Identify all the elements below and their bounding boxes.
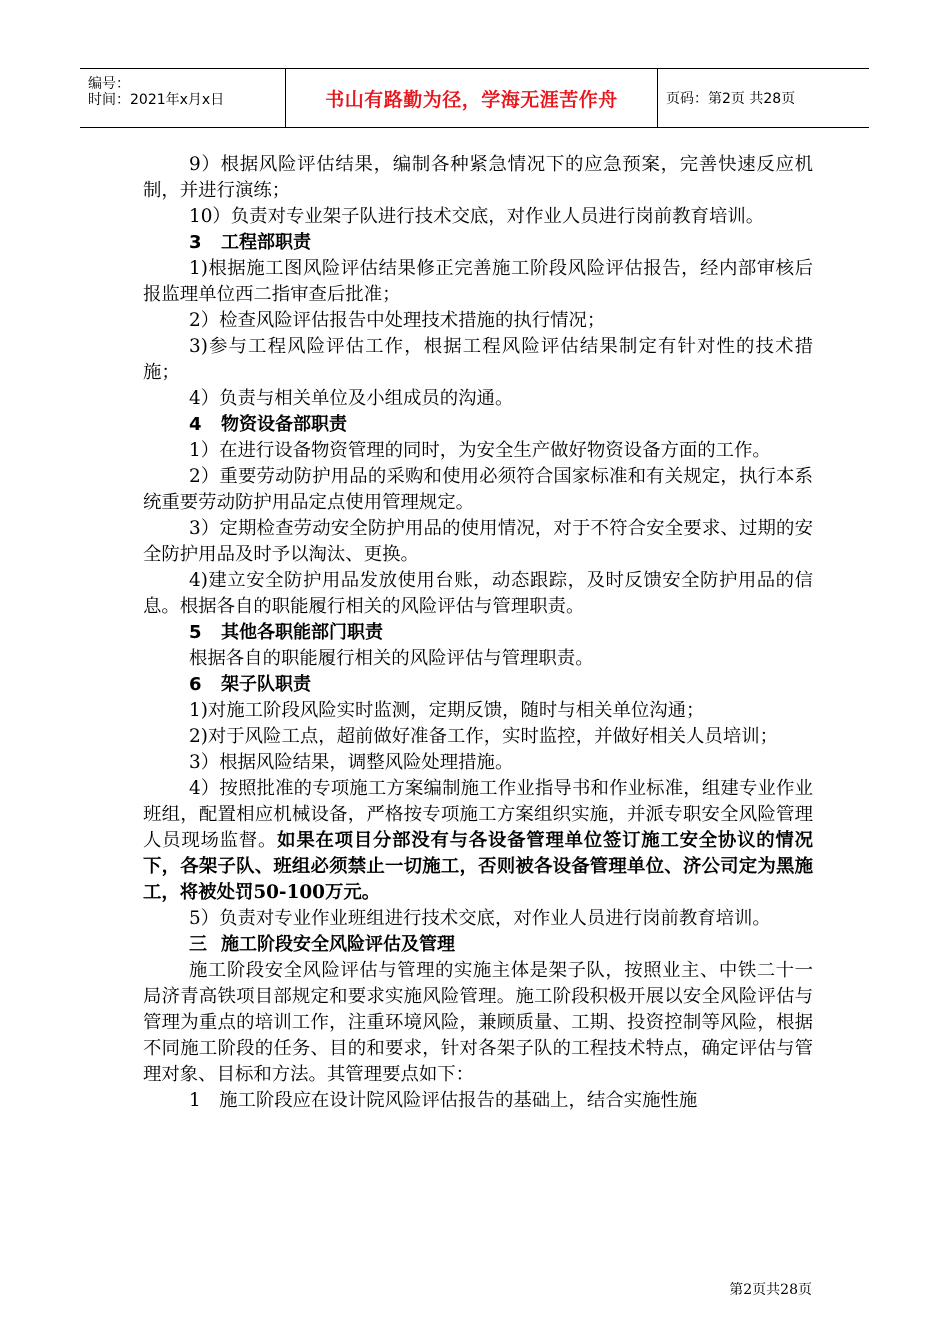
header-motto: 书山有路勤为径，学海无涯苦作舟 (325, 88, 618, 111)
paragraph: 施工阶段安全风险评估与管理的实施主体是架子队，按照业主、中铁二十一局济青高铁项目部规定和要求实施风险管理。施工阶段积极开展以安全风险评估与管理为重点的培训工作，注重环境风险，兼顾质量、工期、投资控制等风险，根据不同施工阶段的任务、目的和要求，针对各架子队的工程技术特点，确定评估与管理对象、目标和方法。其管理要点如下： (143, 960, 813, 1085)
section-number: 3 (189, 232, 202, 253)
paragraph: 3)参与工程风险评估工作，根据工程风险评估结果制定有针对性的技术措施； (143, 336, 813, 383)
section-title: 架子队职责 (221, 674, 311, 695)
section-title: 其他各职能部门职责 (221, 622, 383, 643)
paragraph: 1 施工阶段应在设计院风险评估报告的基础上，结合实施性施 (189, 1090, 698, 1111)
paragraph: 4)建立安全防护用品发放使用台账，动态跟踪，及时反馈安全防护用品的信息。根据各自的职能履行相关的风险评估与管理职责。 (143, 570, 813, 617)
paragraph: 10）负责对专业架子队进行技术交底，对作业人员进行岗前教育培训。 (189, 206, 765, 227)
paragraph: 3）根据风险结果，调整风险处理措施。 (189, 752, 514, 773)
paragraph: 2)对于风险工点，超前做好准备工作，实时监控，并做好相关人员培训； (189, 726, 778, 747)
paragraph: 9）根据风险评估结果，编制各种紧急情况下的应急预案，完善快速反应机制，并进行演练； (143, 154, 813, 201)
paragraph: 3）定期检查劳动安全防护用品的使用情况，对于不符合安全要求、过期的安全防护用品及时予以淘汰、更换。 (143, 518, 813, 565)
section-title: 工程部职责 (221, 232, 311, 253)
section-number: 5 (189, 622, 202, 643)
paragraph: 2）重要劳动防护用品的采购和使用必须符合国家标准和有关规定，执行本系统重要劳动防护用品定点使用管理规定。 (143, 466, 813, 513)
paragraph: 1）在进行设备物资管理的同时，为安全生产做好物资设备方面的工作。 (189, 440, 771, 461)
paragraph: 2）检查风险评估报告中处理技术措施的执行情况； (189, 310, 606, 331)
section-heading (143, 230, 813, 256)
paragraph: 1)对施工阶段风险实时监测，定期反馈，随时与相关单位沟通； (189, 700, 705, 721)
paragraph: 根据各自的职能履行相关的风险评估与管理职责。 (189, 648, 594, 669)
paragraph (143, 776, 813, 906)
chapter-title: 施工阶段安全风险评估及管理 (221, 934, 455, 955)
document-number-label: 编号： (88, 76, 130, 92)
document-body (143, 152, 813, 1114)
paragraph: 1)根据施工图风险评估结果修正完善施工阶段风险评估报告，经内部审核后报监理单位西二指审查后批准； (143, 258, 813, 305)
paragraph: 4）负责与相关单位及小组成员的沟通。 (189, 388, 514, 409)
page-header (80, 68, 869, 128)
document-time-label: 时间：2021年x月x日 (88, 92, 225, 108)
paragraph-text: 4）按照批准的专项施工方案编制施工作业指导书和作业标准，组建专业作业班组，配置相应机械设备，严格按专项施工方案组织实施，并派专职安全风险管理人员现场监督。 (143, 778, 813, 851)
chapter-heading (143, 932, 813, 958)
header-motto-cell (285, 69, 658, 127)
section-title: 物资设备部职责 (221, 414, 347, 435)
section-heading (143, 620, 813, 646)
header-page-info: 页码：第2页 共28页 (666, 91, 796, 107)
paragraph-bold-warning: 如果在项目分部没有与各设备管理单位签订施工安全协议的情况下，各架子队、班组必须禁止一切施工，否则被各设备管理单位、济公司定为黑施工，将被处罚50-100万元。 (143, 830, 813, 903)
section-number: 6 (189, 674, 202, 695)
header-meta (80, 69, 285, 127)
paragraph: 5）负责对专业作业班组进行技术交底，对作业人员进行岗前教育培训。 (189, 908, 771, 929)
section-heading (143, 412, 813, 438)
chapter-number: 三 (189, 934, 207, 955)
section-heading (143, 672, 813, 698)
page-footer: 第2页共28页 (729, 1282, 812, 1298)
section-number: 4 (189, 414, 202, 435)
